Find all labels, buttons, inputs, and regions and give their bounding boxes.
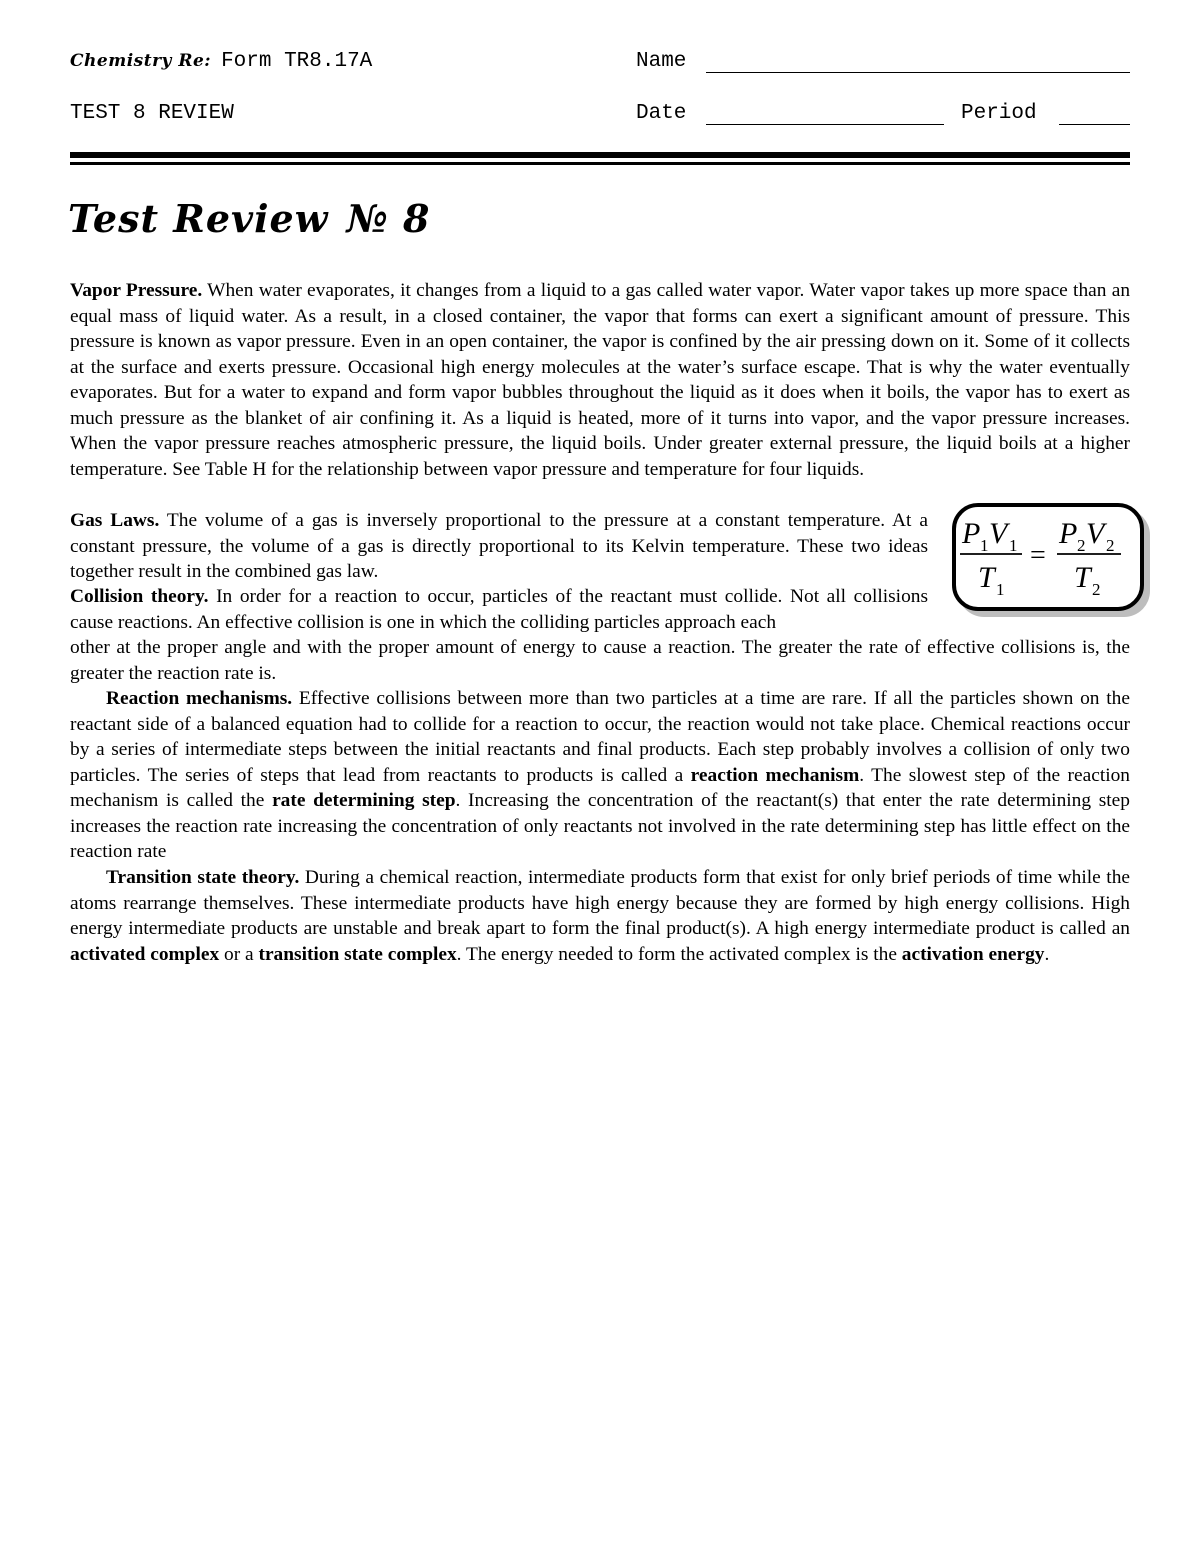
date-label: Date (636, 102, 687, 125)
title-text: Test Review (68, 196, 329, 241)
term-transition-state-complex: transition state complex (258, 943, 457, 965)
transition-text-2: or a (219, 943, 259, 965)
collision-text-b: other at the proper angle and with the proper amount of energy to cause a reaction. The greater the rate of effective collisions is, the greater the reaction rate is. (70, 637, 1130, 684)
mechanisms-heading: Reaction mechanisms. (106, 688, 293, 709)
section-transition-state-theory (70, 865, 1130, 967)
term-reaction-mechanism: reaction mechanism (690, 764, 860, 786)
eq-p1-sub: 1 (980, 536, 989, 555)
period-field[interactable] (1059, 124, 1130, 125)
eq-v1: V (989, 517, 1008, 550)
mechanisms-text-1: Effective collisions between more than two particles at a time are rare. If all the particles shown on the reactant side of a balanced equation had to collide for a reaction to occur, the reaction would not take place. Chemical reactions occur by a series of intermediate steps between the initial reactants and final products. Each step probably involves a collision of only two particles. The series of steps that lead from reactants to products is called a (70, 688, 1130, 786)
collision-wrapped-part (70, 584, 928, 635)
section-collision-theory (70, 584, 1130, 686)
date-field[interactable] (706, 124, 944, 125)
name-label: Name (636, 50, 687, 73)
name-field[interactable] (706, 72, 1130, 73)
collision-heading: Collision theory. (70, 586, 209, 607)
form-number: Form TR8.17A (221, 50, 373, 73)
eq-t1: T (978, 561, 995, 594)
section-vapor-pressure (70, 278, 1130, 482)
period-label: Period (961, 102, 1037, 125)
header-rule-thick (70, 152, 1130, 158)
section-gas-laws (70, 508, 928, 585)
transition-text-4: . (1044, 943, 1050, 965)
transition-text-1: During a chemical reaction, intermediate products form that exist for only brief periods of time while the atoms rearrange themselves. These intermediate products have high energy because they are formed by high energy collisions. High energy intermediate products are unstable and break apart to form the final product(s). A high energy intermediate product is called an (70, 867, 1130, 939)
mechanisms-text-2: . The slowest step of the reaction mechanism is called the (70, 764, 1130, 811)
eq-t1-sub: 1 (996, 580, 1005, 599)
gas-heading: Gas Laws. (70, 510, 160, 531)
collision-text-a: In order for a reaction to occur, particles of the reactant must collide. Not all collisions cause reactions. An effective collision is one in which the colliding particles approach each (70, 586, 928, 633)
gas-text: The volume of a gas is inversely proportional to the pressure at a constant temperature. At a constant pressure, the volume of a gas is directly proportional to its Kelvin temperature. These two ideas together result in the combined gas law. (70, 510, 928, 582)
eq-t2-sub: 2 (1092, 580, 1101, 599)
page-title (68, 196, 430, 241)
eq-t2: T (1074, 561, 1091, 594)
transition-heading: Transition state theory. (106, 867, 300, 888)
vapor-text: When water evaporates, it changes from a liquid to a gas called water vapor. Water vapor takes up more space than an equal mass of liquid water. As a result, in a closed container, the vapor that forms can exert a significant amount of pressure. This pressure is known as vapor pressure. Even in an open container, the vapor is confined by the air pressing down on it. Some of it collects at the surface and exerts pressure. Occasional high energy molecules at the water’s surface escape. That is why the water eventually evaporates. But for a water to expand and form vapor bubbles throughout the liquid as it does when it boils, the vapor has to exert as much pressure as the blanket of air confining it. As a liquid is heated, more of it turns into vapor, and the vapor pressure increases. When the vapor pressure reaches atmospheric pressure, the liquid boils. Under greater external pressure, the liquid boils at a higher temperature. See Table H for the relationship between vapor pressure and temperature for four liquids. (70, 280, 1131, 480)
course-label (70, 50, 372, 73)
test-name: TEST 8 REVIEW (70, 102, 234, 125)
eq-v1-sub: 1 (1009, 536, 1018, 555)
term-activated-complex: activated complex (70, 943, 220, 965)
eq-p2: P (1059, 517, 1078, 550)
mechanisms-text-3: . Increasing the concentration of the reactant(s) that enter the rate determining step increases the reaction rate increasing the concentration of only reactants not involved in the rate determining step has little effect on the reaction rate (70, 790, 1130, 862)
transition-text-3: . The energy needed to form the activated complex is the (456, 943, 902, 965)
eq-equals: = (1030, 540, 1046, 571)
eq-p1: P (962, 517, 981, 550)
header-rule-thin (70, 162, 1130, 165)
section-reaction-mechanisms (70, 686, 1130, 865)
title-number: № 8 (346, 196, 431, 241)
term-activation-energy: activation energy (901, 943, 1045, 965)
eq-v2: V (1086, 517, 1105, 550)
course-name: Chemistry Re: (70, 51, 212, 71)
eq-p2-sub: 2 (1077, 536, 1086, 555)
eq-v2-sub: 2 (1106, 536, 1115, 555)
term-rate-determining-step: rate determining step (272, 790, 456, 811)
vapor-heading: Vapor Pressure. (70, 280, 203, 301)
